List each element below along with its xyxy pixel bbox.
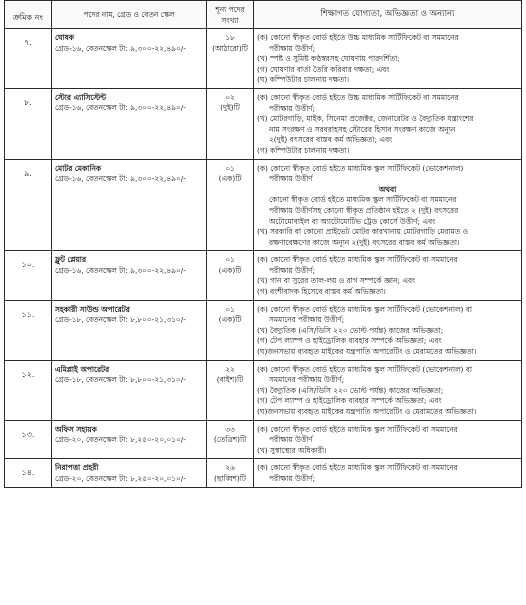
qualification-line: (ক) কোনো স্বীকৃত বোর্ড হইতে উচ্চ মাধ্যমিক সার্টিফিকেট বা সমমানের (257, 33, 459, 42)
qualification-line: পরীক্ষায় উত্তীর্ণ (269, 174, 313, 184)
qualification-line: (খ) স্পষ্ট ও সুমিষ্ট কণ্ঠস্বরসহ ঘোষণায় পারদর্শিতা; (257, 54, 400, 64)
table-row (5, 420, 522, 459)
post-name: স্টোর এ্যাসিস্টেন্ট (55, 92, 106, 102)
post-cell (52, 88, 207, 159)
vacancy-count-cell (207, 159, 254, 251)
qualification-line: কোনো স্বীকৃত বোর্ড হইতে মাধ্যমিক স্কুল সার্টিফিকেট বা সমমানের (269, 195, 457, 205)
qualification-cell (254, 29, 522, 89)
serial-number: ১০. (5, 251, 52, 300)
qualification-line: (খ) বৈদ্যুতিক (এসি/ডিসি ২২০ ভোল্ট পর্যন্ত) কাজের অভিজ্ঞতা; (257, 325, 444, 335)
qualification-line: পরীক্ষায় উত্তীর্ণ; (269, 473, 316, 483)
qualification-line: (ক) কোনো স্বীকৃত বোর্ড হইতে মাধ্যমিক স্কুল সার্টিফিকেট (ভোকেশনাল) বা (257, 364, 473, 374)
vacancy-count-cell (207, 88, 254, 159)
post-cell (52, 29, 207, 89)
qualification-line: (গ) কম্পিউটার চালনায় দক্ষতা। (257, 145, 350, 155)
qualification-line: (ক) কোনো স্বীকৃত বোর্ড হইতে মাধ্যমিক স্কুল সার্টিফিকেট বা সমমানের (257, 255, 458, 265)
qualification-line: (খ) সুস্বাস্থ্যের অধিকারী। (257, 445, 327, 455)
vacancy-count-cell (207, 459, 254, 487)
vacancy-count-words: (তেত্রিশ)টি (213, 435, 247, 445)
vacancy-count-words: (দুই)টি (220, 103, 240, 113)
qualification-line: (খ) সরকারি বা কোনো প্রাইভেট মোটর কারখানায় মোটরগাড়ি মেরামত ও (257, 227, 469, 237)
table-row (5, 360, 522, 420)
header-post: পদের নাম, গ্রেড ও বেতন স্কেল (52, 1, 207, 29)
serial-number: ১২. (5, 360, 52, 420)
table-row (5, 29, 522, 89)
qualification-cell (254, 159, 522, 251)
qualification-line: পরীক্ষায় উত্তীর্ণসহ কোনো স্বীকৃত প্রতিষ্ঠান হইতে ২ (দুই) বৎসরের (269, 205, 459, 215)
post-cell (52, 251, 207, 300)
qualification-line: অটোমোবাইল বা অ্যাটোমোটিভ ট্রেড কোর্সে উত্তীর্ণ; এবং (269, 216, 436, 226)
table-row (5, 251, 522, 300)
qualification-line: (ক) কোনো স্বীকৃত বোর্ড হইতে উচ্চ মাধ্যমিক সার্টিফিকেট বা সমমানের (257, 92, 459, 102)
post-grade-scale: গ্রেড-২০, বেতনস্কেল টা: ৮,২৫০-২০,০১০/- (55, 435, 186, 445)
qualification-line: ২(দুই) বৎসরের বাস্তব কর্ম অভিজ্ঞতা; এবং (269, 135, 393, 145)
qualification-line: (ক) কোনো স্বীকৃত বোর্ড হইতে মাধ্যমিক স্কুল সার্টিফিকেট (ভোকেশনাল) বা (257, 304, 473, 314)
qualification-line: (খ) গান বা সুরের তাল-লয় ও রাগ সম্পর্কে জ্ঞান; এবং (257, 276, 416, 286)
post-name: মোটর মেকানিক (55, 163, 102, 173)
table-body (5, 29, 522, 488)
vacancy-count: ২২ (225, 364, 235, 374)
qualification-line: (ক) কোনো স্বীকৃত বোর্ড হইতে মাধ্যমিক স্কুল সার্টিফিকেট বা সমমানের (257, 424, 458, 434)
qualification-line: অথবা (378, 184, 397, 194)
post-name: ফ্লুট প্লেয়ার (55, 255, 87, 265)
qualification-line: নাম সংরক্ষণ ও সরবরাহসহ স্টোরের হিসাব সংরক্ষণ কাজে অন্যূন (269, 124, 456, 134)
header-qualification: শিক্ষাগত যোগ্যতা, অভিজ্ঞতা ও অন্যান্য (254, 1, 522, 29)
table-row (5, 459, 522, 487)
vacancy-count-words: (বাইশ)টি (216, 375, 244, 385)
serial-number: ৯. (5, 159, 52, 251)
header-serial: ক্রমিক নং (5, 1, 52, 29)
qualification-line: পরীক্ষায় উত্তীর্ণ; (269, 265, 316, 275)
post-cell (52, 360, 207, 420)
post-cell (52, 459, 207, 487)
table-row (5, 88, 522, 159)
vacancy-count-words: (এক)টি (218, 265, 242, 275)
qualification-line: (ঘ)জনসভায় ব্যবহৃত মাইকের যন্ত্রপাতি অপারেটিং ও মেরামতের অভিজ্ঞতা। (257, 347, 477, 357)
qualification-cell (254, 459, 522, 487)
qualification-line: (গ) টেপ ল্যাম্প ও হাইড্রোলিক ব্যবহার সম্পর্কে অভিজ্ঞতা; এবং (257, 336, 442, 346)
qualification-line: (ক) কোনো স্বীকৃত বোর্ড হইতে মাধ্যমিক স্কুল সার্টিফিকেট (ভোকেশনাল) (257, 163, 464, 173)
post-grade-scale: গ্রেড-১৮, বেতনস্কেল টা: ৮,৮০০-২১,৩১০/- (55, 375, 186, 385)
post-name: ঘোষক (55, 33, 74, 42)
vacancy-table (4, 0, 522, 488)
vacancy-count-words: (এক)টি (218, 174, 242, 184)
qualification-line: (ক) কোনো স্বীকৃত বোর্ড হইতে মাধ্যমিক স্কুল সার্টিফিকেট বা সমমানের (257, 463, 458, 473)
qualification-line: সমমানের পরীক্ষায় উত্তীর্ণ; (269, 375, 345, 385)
qualification-line: (গ) বংশীবাদক হিসেবে বাস্তব কর্ম অভিজ্ঞতা। (257, 287, 386, 297)
qualification-cell (254, 251, 522, 300)
post-grade-scale: গ্রেড-২০, বেতনস্কেল টা: ৮,২৫০-২০,০১০/- (55, 473, 186, 483)
qualification-line: (ঘ) কম্পিউটার চালনায় দক্ষতা। (257, 75, 349, 85)
table-row (5, 159, 522, 251)
qualification-cell (254, 300, 522, 360)
vacancy-count: ০২ (225, 92, 235, 102)
post-grade-scale: গ্রেড-১৬, বেতনস্কেল টা: ৯,৩০০-২২,৪৯০/- (55, 103, 186, 113)
vacancy-count: ০১ (225, 304, 235, 314)
vacancy-count-cell (207, 360, 254, 420)
serial-number: ৭. (5, 29, 52, 89)
post-name: নিরাপত্তা প্রহরী (55, 463, 99, 473)
post-cell (52, 300, 207, 360)
post-grade-scale: গ্রেড-১৬, বেতনস্কেল টা: ৯,৩০০-২২,৪৯০/- (55, 265, 186, 275)
vacancy-count: ২৬ (225, 463, 235, 473)
vacancy-count-cell (207, 251, 254, 300)
qualification-line: পরীক্ষায় উত্তীর্ণ; (269, 103, 316, 113)
post-grade-scale: গ্রেড-১৬, বেতনস্কেল টা: ৯,৩০০-২২,৪৯০/- (55, 43, 186, 53)
post-grade-scale: গ্রেড-১৮, বেতনস্কেল টা: ৮,৮০০-২১,৩১০/- (55, 315, 186, 325)
post-name: সহকারী সাউন্ড অপারেটর (55, 304, 130, 314)
qualification-line: (ঘ)জনসভায় ব্যবহৃত মাইকের যন্ত্রপাতি অপারেটিং ও মেরামতের অভিজ্ঞতা। (257, 407, 477, 416)
vacancy-count-words: (এক)টি (218, 315, 242, 325)
vacancy-count-words: (আঠারো)টি (212, 43, 248, 53)
post-name: অফিস সহায়ক (55, 424, 97, 434)
vacancy-count-cell (207, 300, 254, 360)
vacancy-count-cell (207, 420, 254, 459)
qualification-cell (254, 88, 522, 159)
qualification-line: পরীক্ষায় উত্তীর্ণ; (269, 43, 316, 53)
document-page (4, 0, 522, 605)
qualification-line: (গ) ঘোষণার বার্তা তৈরি করিবার দক্ষতা; এবং (257, 64, 390, 74)
table-header-row (5, 1, 522, 29)
vacancy-count: ০১ (225, 163, 235, 173)
vacancy-count-cell (207, 29, 254, 89)
qualification-line: পরীক্ষায় উত্তীর্ণ (269, 435, 313, 445)
header-count: শূন্য পদের সংখ্যা (207, 1, 254, 29)
serial-number: ১১. (5, 300, 52, 360)
qualification-cell (254, 360, 522, 420)
qualification-line: সমমানের পরীক্ষায় উত্তীর্ণ; (269, 315, 345, 325)
vacancy-count-words: (ছাব্বিশ)টি (214, 473, 246, 483)
table-row (5, 300, 522, 360)
serial-number: ১৩. (5, 420, 52, 459)
vacancy-count: ১৮ (225, 33, 235, 42)
post-name: এমিপ্লাই অপারেটর (55, 364, 110, 374)
qualification-cell (254, 420, 522, 459)
qualification-line: (খ) মোটরগাড়ি, মাইক, সিনেমা প্রজেক্টর, জেনারেটর ও বৈদ্যুতিক যন্ত্রাংশের (257, 114, 474, 124)
post-grade-scale: গ্রেড-১৬, বেতনস্কেল টা: ৯,৩০০-২২,৪৯০/- (55, 174, 186, 184)
post-cell (52, 420, 207, 459)
post-cell (52, 159, 207, 251)
serial-number: ৮. (5, 88, 52, 159)
qualification-line: (গ) টেপ ল্যাম্প ও হাইড্রোলিক ব্যবহার সম্পর্কে অভিজ্ঞতা; এবং (257, 396, 442, 406)
vacancy-count: ৩৩ (225, 424, 235, 434)
qualification-line: রক্ষণাবেক্ষণের কাজে অন্যূন ২(দুই) বৎসরের বাস্তব কর্ম অভিজ্ঞতা। (269, 237, 460, 247)
vacancy-count: ০১ (225, 255, 235, 265)
serial-number: ১৪. (5, 459, 52, 487)
qualification-line: (খ) বৈদ্যুতিক (এসি/ডিসি ২২০ ভোল্ট পর্যন্ত) কাজের অভিজ্ঞতা; (257, 385, 444, 395)
